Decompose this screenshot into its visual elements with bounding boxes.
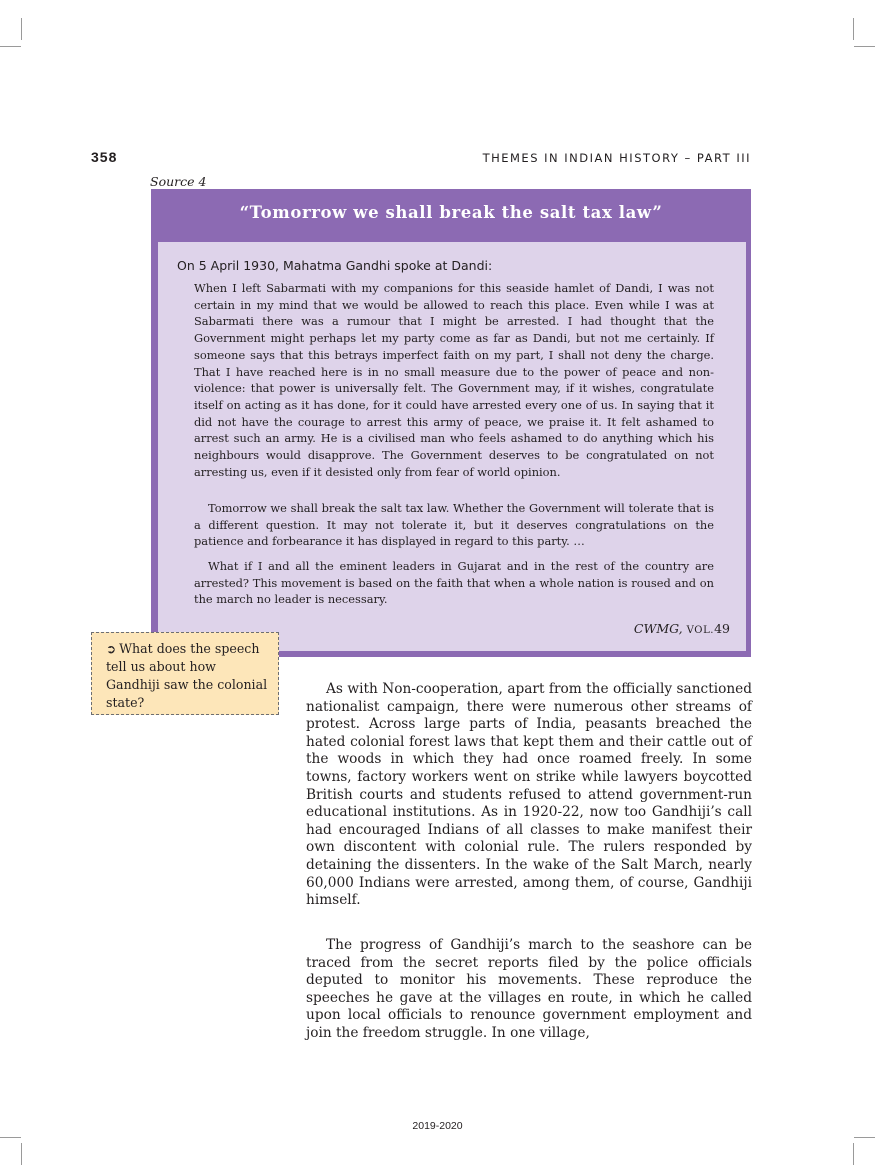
source-title: “Tomorrow we shall break the salt tax law” bbox=[239, 203, 663, 222]
crop-mark bbox=[854, 46, 875, 47]
source-intro: On 5 April 1930, Mahatma Gandhi spoke at Dandi: bbox=[177, 258, 493, 273]
source-paragraph: Tomorrow we shall break the salt tax law. Whether the Government will tolerate that is a different question. It may not tolerate it, but it deserves congratulations on the patience and forbearance it has displayed in regard to this party. … bbox=[194, 501, 714, 549]
body-paragraph: The progress of Gandhiji’s march to the seashore can be traced from the secret reports filed by the police officials deputed to monitor his movements. These reproduce the speeches he gave at the villages en route, in which he called upon local officials to renounce government employment and join the freedom struggle. In one village, bbox=[306, 937, 752, 1041]
source-paragraph: When I left Sabarmati with my companions for this seaside hamlet of Dandi, I was not certain in my mind that we would be allowed to reach this place. Even while I was at Sabarmati there was a rumour that I might be arrested. I had thought that the Government might perhaps let my party come as far as Dandi, but not me certainly. If someone says that this betrays imperfect faith on my part, I shall not deny the charge. That I have reached here is in no small measure due to the power of peace and non-violence: that power is universally felt. The Government may, if it wishes, congratulate itself on acting as it has done, for it could have arrested every one of us. In saying that it did not have the courage to arrest this army of peace, we praise it. It felt ashamed to arrest such an army. He is a civilised man who feels ashamed to do anything which his neighbours would disapprove. The Government deserves to be congratulated on not arresting us, even if it desisted only from fear of world opinion. bbox=[194, 281, 714, 479]
page-number: 358 bbox=[91, 149, 118, 165]
citation bbox=[634, 621, 730, 636]
crop-mark bbox=[854, 1137, 875, 1138]
crop-mark bbox=[0, 1137, 21, 1138]
question-box bbox=[91, 632, 279, 715]
source-panel bbox=[158, 242, 746, 651]
footer-year: 2019-2020 bbox=[412, 1120, 463, 1132]
citation-volume-label: VOL. bbox=[686, 625, 715, 636]
source-label: Source 4 bbox=[150, 174, 207, 189]
running-head: THEMES IN INDIAN HISTORY – PART III bbox=[482, 151, 751, 165]
crop-mark bbox=[21, 1143, 22, 1165]
citation-volume-number: 49 bbox=[714, 621, 730, 636]
question-text: What does the speech tell us about how Gandhiji saw the colonial state? bbox=[106, 641, 268, 710]
crop-mark bbox=[21, 18, 22, 40]
source-box bbox=[151, 189, 751, 657]
source-paragraph: What if I and all the eminent leaders in Gujarat and in the rest of the country are arrested? This movement is based on the faith that when a whole nation is roused and on the march no leader is necessary. bbox=[194, 559, 714, 607]
crop-mark bbox=[853, 1143, 854, 1165]
arrow-icon: ➲ bbox=[106, 642, 117, 656]
citation-work: CWMG, bbox=[633, 621, 683, 636]
crop-mark bbox=[853, 18, 854, 40]
body-paragraph: As with Non-cooperation, apart from the officially sanctioned nationalist campaign, there were numerous other streams of protest. Across large parts of India, peasants breached the hated colonial forest laws that kept them and their cattle out of the woods in which they had once roamed freely. In some towns, factory workers went on strike while lawyers boycotted British courts and students refused to attend government-run educational institutions. As in 1920-22, now too Gandhiji’s call had encouraged Indians of all classes to make manifest their own discontent with colonial rule. The rulers responded by detaining the dissenters. In the wake of the Salt March, nearly 60,000 Indians were arrested, among them, of course, Gandhiji himself. bbox=[306, 681, 752, 909]
crop-mark bbox=[0, 46, 21, 47]
